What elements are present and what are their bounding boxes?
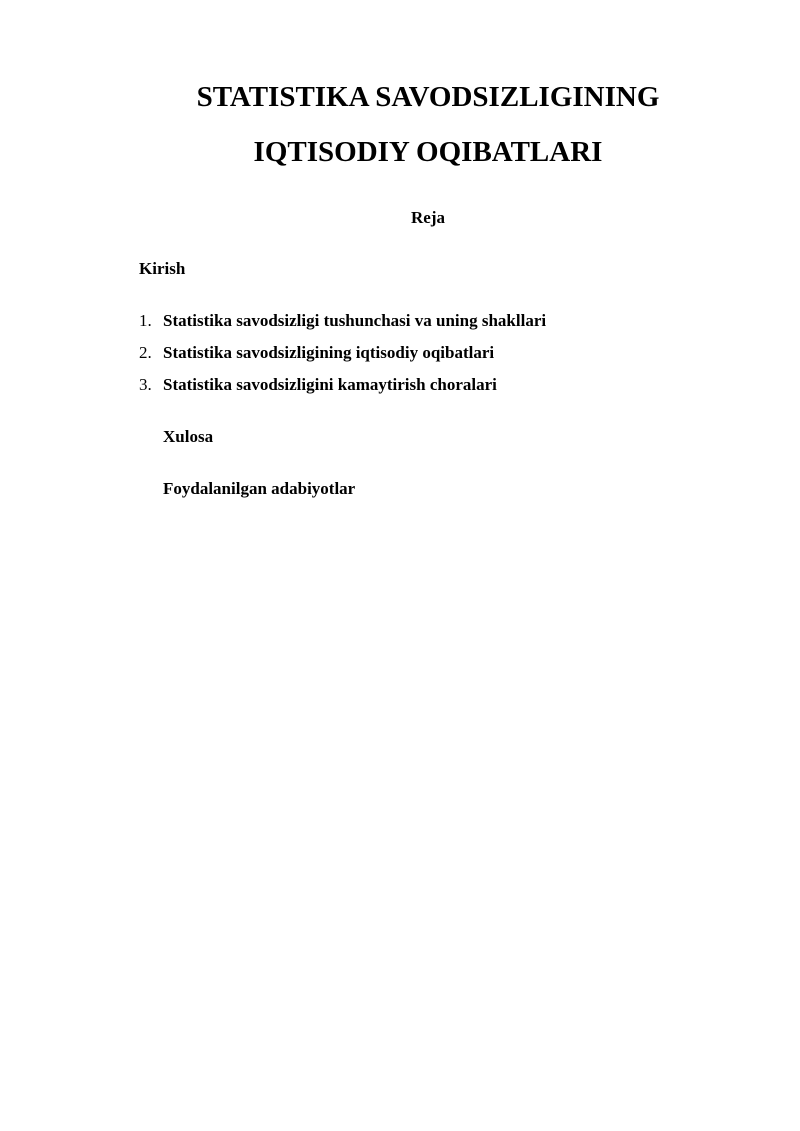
plan-item-number: 1. <box>139 311 152 330</box>
plan-item-text: Statistika savodsizligining iqtisodiy oqibatlari <box>163 343 495 362</box>
conclusion-heading: Xulosa <box>163 427 214 446</box>
plan-heading: Reja <box>411 208 445 227</box>
document-title-line-2: IQTISODIY OQIBATLARI <box>253 136 603 168</box>
plan-item <box>139 342 546 374</box>
references-heading: Foydalanilgan adabiyotlar <box>163 479 356 498</box>
document-title-line-1: STATISTIKA SAVODSIZLIGINING <box>196 81 660 113</box>
intro-heading: Kirish <box>139 259 186 278</box>
plan-item-number: 3. <box>139 375 152 394</box>
plan-item-number: 2. <box>139 343 152 362</box>
plan-item-text: Statistika savodsizligini kamaytirish choralari <box>163 375 497 394</box>
plan-item <box>139 374 546 406</box>
plan-item-text: Statistika savodsizligi tushunchasi va uning shakllari <box>163 311 547 330</box>
plan-item <box>139 310 546 342</box>
plan-list <box>139 310 546 406</box>
